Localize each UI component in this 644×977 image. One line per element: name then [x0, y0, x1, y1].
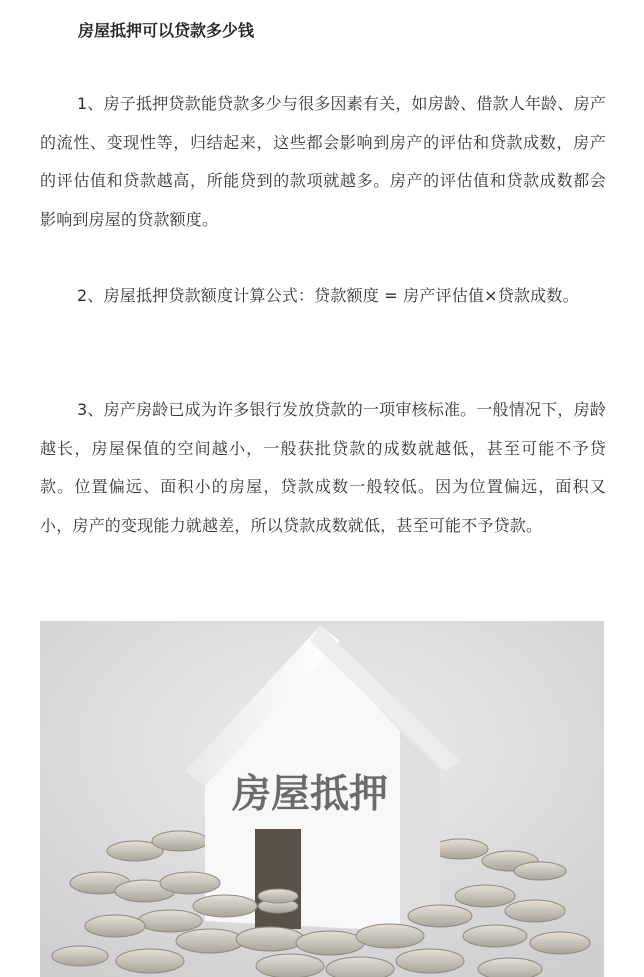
house-label: 房屋抵押 — [232, 772, 389, 817]
paragraph-1: 1、房子抵押贷款能贷款多少与很多因素有关，如房龄、借款人年龄、房产的流性、变现性等，归结起来，这些都会影响到房产的评估和贷款成数，房产的评估值和贷款越高，所能贷到的款项就越多。房产的评估值和贷款成数都会影响到房屋的贷款额度。 — [40, 94, 606, 229]
article-title: 房屋抵押可以贷款多少钱 — [78, 21, 255, 40]
house-mortgage-photo — [40, 621, 604, 977]
paragraph-3: 3、房产房龄已成为许多银行发放贷款的一项审核标准。一般情况下，房龄越长，房屋保值的空间越小，一般获批贷款的成数就越低，甚至可能不予贷款。位置偏远、面积小的房屋，贷款成数一般较低。因为位置偏远，面积又小，房产的变现能力就越差，所以贷款成数就低，甚至可能不予贷款。 — [40, 400, 606, 535]
house-door — [255, 829, 301, 929]
paragraph-2: 2、房屋抵押贷款额度计算公式：贷款额度 = 房产评估值×贷款成数。 — [77, 286, 579, 305]
